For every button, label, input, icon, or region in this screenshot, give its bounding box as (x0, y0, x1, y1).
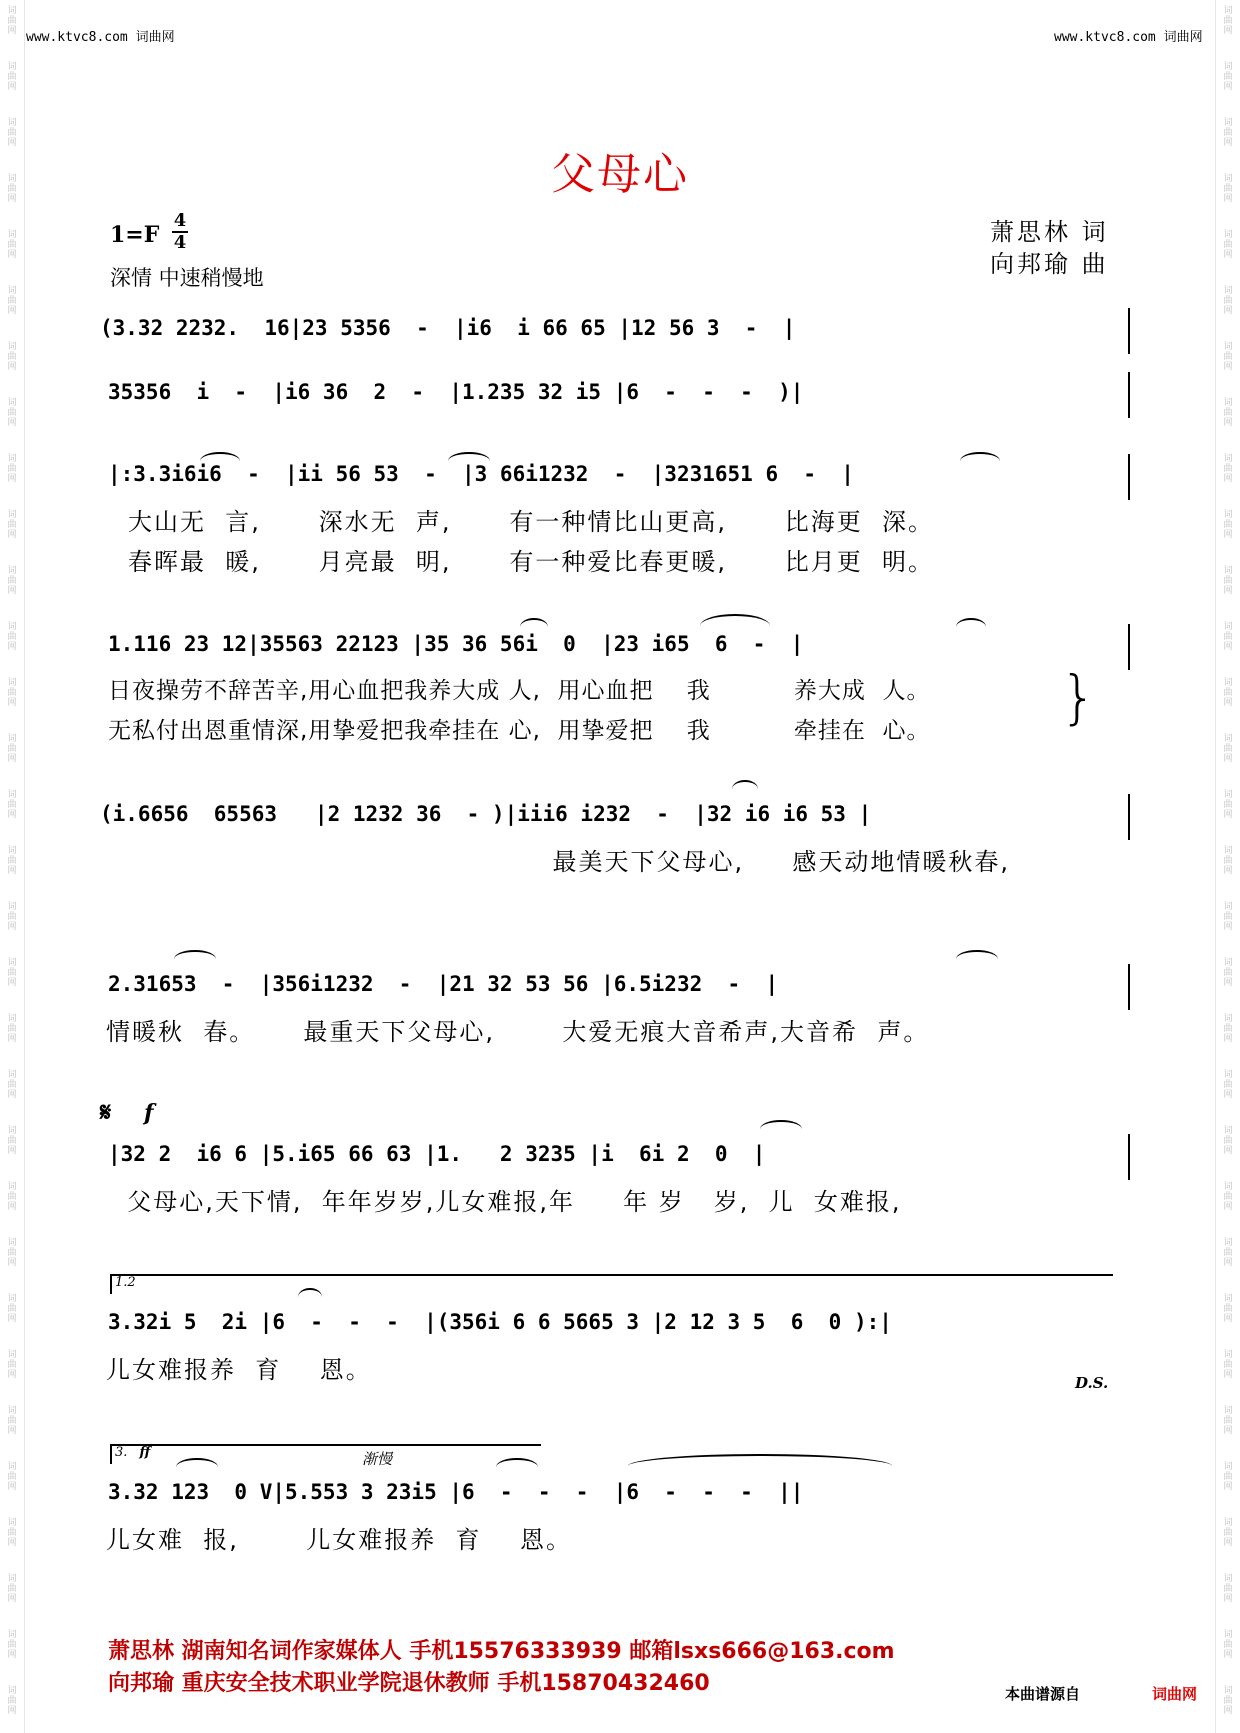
lyric-verse-2: 春晖最 暖, 月亮最 明, 有一种爱比春更暖, 比月更 明。 (128, 548, 934, 576)
side-watermark: 词 曲 网 (7, 1014, 17, 1044)
side-watermark: 词 曲 网 (1223, 454, 1233, 484)
slur (956, 950, 998, 968)
side-watermark: 词 曲 网 (7, 1350, 17, 1380)
lyricist-credit: 萧思林 词 (990, 218, 1109, 246)
side-watermark: 词 曲 网 (7, 510, 17, 540)
side-watermark: 词 曲 网 (7, 118, 17, 148)
barline (1128, 372, 1130, 418)
lyric-verse-1: 情暖秋 春。 最重天下父母心, 大爱无痕大音希声,大音希 声。 (106, 1018, 930, 1046)
side-watermark: 词 曲 网 (1223, 1294, 1233, 1324)
tempo-marking: 深情 中速稍慢地 (110, 266, 264, 290)
notation-line: |:3.3i6i6 - |ii 56 53 - |3 66i1232 - |3231651 6 - | (108, 462, 854, 486)
lyric-verse-2: 无私付出恩重情深,用挚爱把我牵挂在 心, 用挚爱把 我 牵挂在 心。 (108, 718, 931, 744)
side-watermark: 词 曲 网 (1223, 678, 1233, 708)
side-watermark: 词 曲 网 (1223, 1518, 1233, 1548)
side-watermark: 词 曲 网 (7, 678, 17, 708)
volta-bracket-2: 3. ff (110, 1444, 541, 1464)
lyric-verse-1: 日夜操劳不辞苦辛,用心血把我养大成 人, 用心血把 我 养大成 人。 (108, 678, 931, 704)
side-watermark: 词 曲 网 (1223, 846, 1233, 876)
notation-line: 35356 i - |i6 36 2 - |1.235 32 i5 |6 - - - )| (108, 380, 804, 404)
notation-line: (i.6656 65563 |2 1232 36 - )|iii6 i232 - |32 i6 i6 53 | (100, 802, 872, 826)
side-watermark: 词 曲 网 (1223, 286, 1233, 316)
side-watermark: 词 曲 网 (7, 1574, 17, 1604)
verse-brace: } (1060, 663, 1097, 731)
side-watermark: 词 曲 网 (7, 1070, 17, 1100)
side-watermark: 词 曲 网 (7, 846, 17, 876)
source-note: 本曲谱源自 (1005, 1685, 1081, 1703)
site-tag-left[interactable]: www.ktvc8.com 词曲网 (26, 30, 175, 45)
score-system-3 (0, 462, 1240, 576)
side-watermark: 词 曲 网 (1223, 1350, 1233, 1380)
side-watermark: 词 曲 网 (7, 1686, 17, 1716)
side-watermark: 词 曲 网 (7, 622, 17, 652)
side-watermark: 词 曲 网 (7, 958, 17, 988)
side-watermark: 词 曲 网 (1223, 510, 1233, 540)
score-system-2 (0, 380, 1240, 450)
side-watermark: 词 曲 网 (1223, 1238, 1233, 1268)
side-watermark: 词 曲 网 (7, 566, 17, 596)
side-watermark: 词 曲 网 (7, 342, 17, 372)
side-watermark: 词 曲 网 (1223, 734, 1233, 764)
side-watermark: 词 曲 网 (1223, 6, 1233, 36)
site-tag-right[interactable]: www.ktvc8.com 词曲网 (1054, 30, 1203, 45)
ritardando-mark: 渐慢 (362, 1450, 393, 1468)
slur (448, 452, 490, 470)
volta-bracket-1: 1.2 (110, 1274, 1113, 1294)
slur (960, 452, 1000, 470)
composer-credit: 向邦瑜 曲 (990, 250, 1109, 278)
slur (732, 780, 758, 798)
barline (1128, 964, 1130, 1010)
score-system-9 (0, 1480, 1240, 1554)
notation-line: |32 2 i6 6 |5.i65 66 63 |1. 2 3235 |i 6i 2 0 | (108, 1142, 766, 1166)
barline (1128, 1134, 1130, 1180)
side-watermark: 词 曲 网 (1223, 790, 1233, 820)
key-signature: 1=F (110, 222, 160, 248)
side-watermark: 词 曲 网 (1223, 1630, 1233, 1660)
lyric-verse-1: 儿女难报养 育 恩。 (106, 1356, 372, 1384)
score-system-5 (0, 802, 1240, 876)
lyric-verse-1: 大山无 言, 深水无 声, 有一种情比山更高, 比海更 深。 (128, 508, 934, 536)
side-watermark: 词 曲 网 (7, 1182, 17, 1212)
song-title: 父母心 (551, 149, 689, 200)
side-watermark: 词 曲 网 (1223, 1014, 1233, 1044)
side-watermark: 词 曲 网 (1223, 342, 1233, 372)
slur (176, 1458, 218, 1476)
lyric-verse-1: 最美天下父母心, 感天动地情暖秋春, (100, 848, 1010, 876)
side-watermark: 词 曲 网 (1223, 1070, 1233, 1100)
slur (200, 452, 240, 470)
side-watermark: 词 曲 网 (1223, 958, 1233, 988)
lyric-verse-1: 儿女难 报, 儿女难报养 育 恩。 (106, 1526, 573, 1554)
score-system-7 (0, 1142, 1240, 1216)
slur (298, 1288, 322, 1306)
notation-line: (3.32 2232. 16|23 5356 - |i6 i 66 65 |12 56 3 - | (100, 316, 796, 340)
dynamic-fortissimo: ff (139, 1445, 151, 1460)
side-watermark: 词 曲 网 (1223, 1686, 1233, 1716)
side-watermark: 词 曲 网 (7, 62, 17, 92)
score-system-6 (0, 972, 1240, 1046)
side-watermark: 词 曲 网 (7, 734, 17, 764)
side-watermark: 词 曲 网 (7, 1238, 17, 1268)
side-watermark: 词 曲 网 (1223, 118, 1233, 148)
slur (700, 614, 770, 638)
slur (760, 1120, 802, 1138)
side-watermark: 词 曲 网 (1223, 1126, 1233, 1156)
footer-lyricist-contact: 萧思林 湖南知名词作家媒体人 手机15576333939 邮箱lsxs666@163.com (108, 1639, 895, 1664)
slur (496, 1458, 538, 1476)
side-watermark: 词 曲 网 (7, 230, 17, 260)
score-system-1 (0, 316, 1240, 386)
segno-sign: 𝄋 (100, 1098, 112, 1128)
side-watermark: 词 曲 网 (1223, 1574, 1233, 1604)
notation-line: 2.31653 - |356i1232 - |21 32 53 56 |6.5i232 - | (108, 972, 779, 996)
side-watermark: 词 曲 网 (1223, 566, 1233, 596)
source-brand-link[interactable]: 词曲网 (1152, 1685, 1198, 1703)
notation-line: 1.116 23 12|35563 22123 |35 36 56i 0 |23 i65 6 - | (108, 632, 804, 656)
side-watermark: 词 曲 网 (1223, 230, 1233, 260)
side-watermark: 词 曲 网 (1223, 622, 1233, 652)
slur (956, 618, 986, 636)
side-watermark: 词 曲 网 (7, 174, 17, 204)
lyric-verse-1: 父母心,天下情, 年年岁岁,儿女难报,年 年 岁 岁, 儿 女难报, (108, 1188, 902, 1216)
side-watermark: 词 曲 网 (7, 1126, 17, 1156)
side-watermark: 词 曲 网 (7, 1462, 17, 1492)
side-watermark: 词 曲 网 (1223, 398, 1233, 428)
side-watermark: 词 曲 网 (1223, 1462, 1233, 1492)
dynamic-forte: f (144, 1100, 154, 1126)
barline (1128, 308, 1130, 354)
slur (520, 618, 548, 636)
side-watermark: 词 曲 网 (7, 6, 17, 36)
score-system-4 (0, 632, 1240, 744)
side-watermark: 词 曲 网 (1223, 174, 1233, 204)
side-watermark: 词 曲 网 (7, 286, 17, 316)
side-watermark: 词 曲 网 (1223, 62, 1233, 92)
time-signature: 4 4 (173, 210, 187, 253)
notation-line: 3.32i 5 2i |6 - - - |(356i 6 6 5665 3 |2 12 3 5 6 0 ):| (108, 1310, 892, 1334)
side-watermark: 词 曲 网 (7, 1294, 17, 1324)
side-watermark: 词 曲 网 (7, 398, 17, 428)
dal-segno-mark: D.S. (1075, 1374, 1109, 1392)
side-watermark: 词 曲 网 (7, 1518, 17, 1548)
side-watermark: 词 曲 网 (7, 1406, 17, 1436)
side-watermark: 词 曲 网 (7, 790, 17, 820)
side-watermark: 词 曲 网 (7, 1630, 17, 1660)
side-watermark: 词 曲 网 (7, 902, 17, 932)
slur (174, 950, 216, 968)
tie (628, 1454, 892, 1478)
notation-line: 3.32 123 0 V|5.553 3 23i5 |6 - - - |6 - - - || (108, 1480, 804, 1504)
side-watermark: 词 曲 网 (7, 454, 17, 484)
barline (1128, 454, 1130, 500)
barline (1128, 794, 1130, 840)
side-watermark: 词 曲 网 (1223, 902, 1233, 932)
barline (1128, 624, 1130, 670)
side-watermark: 词 曲 网 (1223, 1406, 1233, 1436)
footer-composer-contact: 向邦瑜 重庆安全技术职业学院退休教师 手机15870432460 (108, 1671, 710, 1696)
side-watermark: 词 曲 网 (1223, 1182, 1233, 1212)
